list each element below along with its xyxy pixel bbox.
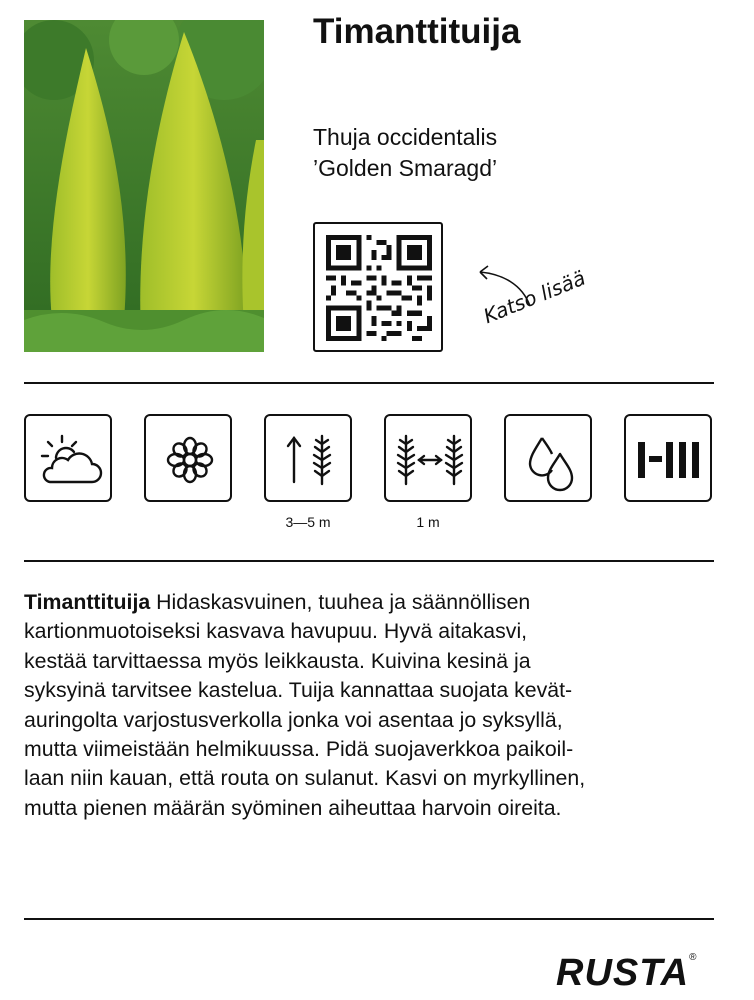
divider xyxy=(24,918,714,920)
description-line: syksyinä tarvitsee kastelua. Tuija kannattaa suojata kevät- xyxy=(24,678,573,703)
description-line: auringolta varjostusverkolla jonka voi asentaa jo syksyllä, xyxy=(24,707,563,732)
width-icon xyxy=(386,416,474,504)
water-box xyxy=(504,414,592,502)
latin-name-line2: ’Golden Smaragd’ xyxy=(313,155,498,181)
qr-hint: Katso lisää xyxy=(480,265,589,329)
light-requirement-box xyxy=(24,414,112,502)
description-line xyxy=(24,588,724,617)
qr-code[interactable] xyxy=(313,222,443,352)
flowering-box xyxy=(144,414,232,502)
latin-name-line1: Thuja occidentalis xyxy=(313,124,498,150)
description-line: kestää tarvittaessa myös leikkausta. Kuivina kesinä ja xyxy=(24,648,531,673)
description-line: mutta viimeistään helmikuussa. Pidä suojaverkkoa paikoil- xyxy=(24,737,574,762)
zone-icon xyxy=(626,416,714,504)
water-drops-icon xyxy=(506,416,594,504)
brand-name: RUSTA xyxy=(556,952,690,994)
flower-icon xyxy=(146,416,234,504)
qr-code-icon xyxy=(326,235,432,341)
divider xyxy=(24,382,714,384)
registered-mark: ® xyxy=(689,952,698,963)
description-lead: Timanttituija xyxy=(24,590,151,614)
width-box xyxy=(384,414,472,502)
zone-box xyxy=(624,414,712,502)
description-line: mutta pienen määrän syöminen aiheuttaa harvoin oireita. xyxy=(24,795,562,820)
brand-logo xyxy=(556,952,697,995)
height-icon xyxy=(266,416,354,504)
product-photo xyxy=(24,20,264,352)
divider xyxy=(24,560,714,562)
product-description xyxy=(24,588,724,823)
description-line: kartionmuotoiseksi kasvava havupuu. Hyvä aitakasvi, xyxy=(24,619,528,644)
width-caption: 1 m xyxy=(416,514,440,530)
description-text: Hidaskasvuinen, tuuhea ja säännöllisen xyxy=(150,590,531,614)
height-box xyxy=(264,414,352,502)
description-line: laan niin kauan, että routa on sulanut. Kasvi on myrkyllinen, xyxy=(24,766,586,791)
product-title: Timanttituija xyxy=(313,12,521,51)
sun-cloud-icon xyxy=(26,416,114,504)
height-caption: 3—5 m xyxy=(285,514,331,530)
latin-name xyxy=(313,122,497,184)
